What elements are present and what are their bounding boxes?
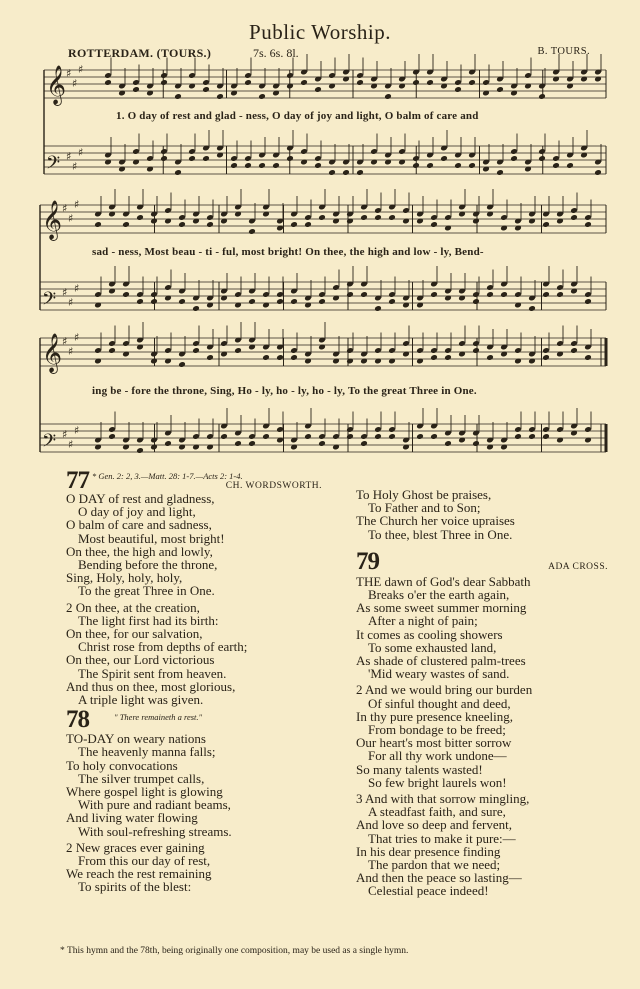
note-head — [244, 79, 252, 86]
note-head — [122, 291, 130, 298]
note-head — [314, 86, 322, 93]
note-head — [248, 228, 256, 235]
note-head — [174, 169, 182, 176]
note-head — [328, 169, 336, 176]
verse-line: In his dear presence finding — [356, 843, 501, 859]
note-head — [318, 298, 326, 305]
sharp-icon: ♯ — [78, 63, 84, 76]
verse-line: As some sweet summer morning — [356, 600, 527, 616]
note-head — [538, 155, 546, 162]
note-head — [454, 162, 462, 169]
note-head — [192, 347, 200, 354]
note-head — [486, 291, 494, 298]
note-head — [472, 298, 480, 305]
note-head — [174, 93, 182, 100]
note-head — [496, 169, 504, 176]
tune-meter: 7s. 6s. 8l. — [253, 46, 299, 60]
note-head — [290, 221, 298, 228]
treble-clef-icon: 𝄞 — [46, 65, 67, 105]
note-head — [290, 354, 298, 361]
lyrics-line-3: ing be - fore the throne, Sing, Ho - ly, ho - ly, ho - ly, To the great Three in One. — [92, 385, 477, 397]
verse-line: To holy convocations — [66, 757, 178, 773]
note-head — [318, 214, 326, 221]
verse-line: So few bright laurels won! — [368, 774, 507, 790]
verse-line: Breaks o'er the earth again, — [368, 587, 510, 603]
verse-line: 'Mid weary wastes of sand. — [368, 666, 510, 682]
sharp-icon: ♯ — [62, 335, 68, 348]
hymn-78 — [66, 732, 336, 893]
note-head — [496, 86, 504, 93]
verse-line: And then the peace so lasting— — [356, 870, 522, 886]
note-head — [318, 440, 326, 447]
note-head — [206, 354, 214, 361]
verse-line: For all thy work undone— — [368, 748, 507, 764]
verse-line: It comes as cooling showers — [356, 626, 503, 642]
note-head — [584, 354, 592, 361]
note-head — [416, 433, 424, 440]
verse-line: From this our day of rest, — [78, 853, 211, 869]
verse-line: O day of joy and light, — [78, 504, 196, 520]
note-head — [388, 298, 396, 305]
note-head — [430, 221, 438, 228]
note-head — [216, 93, 224, 100]
verse-line: We reach the rest remaining — [66, 866, 212, 882]
verse-line: With pure and radiant beams, — [78, 797, 231, 813]
verse-line: Celestial peace indeed! — [368, 883, 489, 899]
verse-line: Where gospel light is glowing — [66, 784, 223, 800]
note-head — [374, 214, 382, 221]
note-head — [314, 162, 322, 169]
note-head — [374, 305, 382, 312]
note-head — [570, 214, 578, 221]
verse-line: A triple light was given. — [78, 692, 204, 708]
note-head — [500, 291, 508, 298]
footnote: * This hymn and the 78th, being originally one composition, may be used as a single hymn. — [60, 946, 409, 956]
verse-line: And living water flowing — [66, 810, 198, 826]
note-head — [304, 221, 312, 228]
verse-line: That tries to make it pure:— — [368, 830, 516, 846]
note-head — [230, 162, 238, 169]
verse-line: The light first had its birth: — [78, 612, 219, 628]
note-head — [468, 79, 476, 86]
note-head — [136, 214, 144, 221]
hymn-79 — [356, 575, 616, 898]
verse-line: On thee, for our salvation, — [66, 626, 203, 642]
sharp-icon: ♯ — [66, 67, 72, 80]
verse-line: With soul-refreshing streams. — [78, 823, 232, 839]
verse-line: In thy pure presence kneeling, — [356, 708, 514, 724]
tune-name: ROTTERDAM. (TOURS.) — [68, 46, 212, 60]
sharp-icon: ♯ — [66, 150, 72, 163]
note-head — [430, 354, 438, 361]
note-head — [430, 433, 438, 440]
note-head — [178, 221, 186, 228]
note-head — [570, 347, 578, 354]
treble-clef-icon: 𝄞 — [42, 333, 63, 373]
note-head — [538, 93, 546, 100]
verse-line: To Holy Ghost be praises, — [356, 487, 492, 502]
verse-line: To some exhausted land, — [368, 639, 497, 655]
note-head — [178, 361, 186, 368]
note-head — [542, 291, 550, 298]
verse-line: To Father and to Son; — [368, 500, 481, 516]
verse-line: Most beautiful, most bright! — [78, 530, 225, 546]
note-head — [178, 298, 186, 305]
note-head — [468, 162, 476, 169]
note-head — [258, 93, 266, 100]
note-head — [234, 440, 242, 447]
hymn-number-79: 79 — [356, 547, 379, 575]
sharp-icon: ♯ — [68, 438, 74, 451]
sharp-icon: ♯ — [72, 160, 78, 173]
note-head — [104, 79, 112, 86]
verse-line: As shade of clustered palm-trees — [356, 653, 526, 669]
note-head — [304, 433, 312, 440]
epigraph-78: " There remaineth a rest." — [114, 712, 203, 723]
verse-line: The silver trumpet calls, — [78, 770, 205, 786]
verse-line: The Spirit sent from heaven. — [78, 665, 227, 681]
note-head — [486, 354, 494, 361]
note-head — [244, 162, 252, 169]
note-head — [440, 155, 448, 162]
sharp-icon: ♯ — [68, 296, 74, 309]
verse-line: So many talents wasted! — [356, 761, 483, 777]
note-head — [122, 221, 130, 228]
note-head — [356, 169, 364, 176]
note-head — [94, 221, 102, 228]
sharp-icon: ♯ — [62, 286, 68, 299]
note-head — [472, 440, 480, 447]
note-head — [262, 354, 270, 361]
page-title: Public Worship. — [249, 20, 391, 44]
note-head — [248, 440, 256, 447]
note-head — [556, 291, 564, 298]
note-head — [300, 79, 308, 86]
verse-line: To spirits of the blest: — [78, 879, 192, 895]
note-head — [426, 79, 434, 86]
verse-line: The pardon that we need; — [368, 857, 501, 873]
note-head — [258, 162, 266, 169]
note-head — [234, 347, 242, 354]
note-head — [426, 162, 434, 169]
note-head — [248, 298, 256, 305]
verse-line: The heavenly manna falls; — [78, 744, 216, 760]
verse-line: The Church her voice upraises — [356, 513, 515, 529]
note-head — [108, 433, 116, 440]
note-head — [360, 440, 368, 447]
hymn-number-78: 78 — [66, 706, 89, 734]
note-head — [374, 433, 382, 440]
note-head — [430, 291, 438, 298]
note-head — [188, 155, 196, 162]
verse-line: TO-DAY on weary nations — [66, 731, 206, 747]
note-head — [444, 354, 452, 361]
note-head — [136, 447, 144, 454]
note-head — [360, 291, 368, 298]
note-head — [346, 433, 354, 440]
bass-clef-icon: 𝄢 — [42, 289, 57, 314]
note-head — [388, 433, 396, 440]
verse-line: 2 New graces ever gaining — [66, 839, 205, 855]
verse-line: 2 On thee, at the creation, — [66, 599, 200, 615]
note-head — [136, 298, 144, 305]
note-head — [342, 169, 350, 176]
treble-clef-icon: 𝄞 — [42, 200, 63, 240]
sharp-icon: ♯ — [74, 331, 80, 344]
note-head — [262, 433, 270, 440]
verse-line: From bondage to be freed; — [368, 722, 506, 738]
verse-line: To thee, blest Three in One. — [368, 526, 513, 542]
sharp-icon: ♯ — [72, 77, 78, 90]
verse-line: After a night of pain; — [368, 613, 478, 629]
note-head — [528, 305, 536, 312]
sharp-icon: ♯ — [74, 198, 80, 211]
note-head — [164, 440, 172, 447]
note-head — [160, 79, 168, 86]
verse-line: On thee, our Lord victorious — [66, 652, 215, 668]
lyrics-line-1: 1. O day of rest and glad - ness, O day of joy and light, O balm of care and — [116, 110, 479, 122]
bass-clef-icon: 𝄢 — [42, 431, 57, 456]
note-head — [566, 162, 574, 169]
note-head — [276, 354, 284, 361]
note-head — [192, 305, 200, 312]
note-head — [472, 347, 480, 354]
verse-line: To the great Three in One. — [78, 583, 215, 599]
verse-line: Of sinful thought and deed, — [368, 695, 511, 711]
hymn-77 — [66, 467, 336, 895]
sharp-icon: ♯ — [68, 212, 74, 225]
verse-line: On thee, the high and lowly, — [66, 543, 213, 559]
note-head — [108, 347, 116, 354]
verse-line: Bending before the throne, — [78, 557, 218, 573]
note-head — [584, 221, 592, 228]
verse-line: 3 And with that sorrow mingling, — [356, 791, 530, 807]
verse-line: O DAY of rest and gladness, — [66, 491, 215, 506]
verse-line: And thus on thee, most glorious, — [66, 678, 236, 694]
note-head — [202, 155, 210, 162]
note-head — [552, 162, 560, 169]
sharp-icon: ♯ — [62, 428, 68, 441]
note-head — [346, 291, 354, 298]
note-head — [528, 433, 536, 440]
note-head — [150, 298, 158, 305]
note-head — [202, 86, 210, 93]
verse-line: And love so deep and fervent, — [356, 817, 512, 833]
verse-line: 2 And we would bring our burden — [356, 682, 533, 698]
note-head — [444, 440, 452, 447]
author-79: ADA CROSS. — [548, 561, 608, 572]
note-head — [384, 93, 392, 100]
hymn-79-header — [356, 547, 616, 575]
verse-line: Christ rose from depths of earth; — [78, 639, 248, 655]
verse-line: Sing, Holy, holy, holy, — [66, 570, 183, 586]
note-head — [388, 214, 396, 221]
verse-line: A steadfast faith, and sure, — [368, 804, 506, 820]
hymn-78-header — [66, 706, 336, 734]
note-head — [542, 354, 550, 361]
sharp-icon: ♯ — [74, 424, 80, 437]
note-head — [220, 433, 228, 440]
scripture-refs: * Gen. 2: 2, 3.—Matt. 28: 1-7.—Acts 2: 1-4. — [92, 471, 243, 481]
lyrics-line-2: sad - ness, Most beau - ti - ful, most bright! On thee, the high and low - ly, Bend- — [92, 246, 484, 258]
note-head — [360, 214, 368, 221]
sharp-icon: ♯ — [62, 202, 68, 215]
hymn-77-continued — [356, 488, 616, 898]
note-head — [356, 79, 364, 86]
note-head — [412, 79, 420, 86]
note-head — [276, 298, 284, 305]
note-head — [584, 298, 592, 305]
note-head — [206, 221, 214, 228]
note-head — [132, 86, 140, 93]
note-head — [412, 162, 420, 169]
sharp-icon: ♯ — [68, 345, 74, 358]
bass-clef-icon: 𝄢 — [46, 153, 61, 178]
note-head — [160, 155, 168, 162]
sharp-icon: ♯ — [78, 146, 84, 159]
note-head — [594, 169, 602, 176]
note-head — [290, 298, 298, 305]
note-head — [454, 86, 462, 93]
verse-line: O balm of care and sadness, — [66, 517, 212, 533]
note-head — [542, 221, 550, 228]
sharp-icon: ♯ — [74, 282, 80, 295]
verse-line: Our heart's most bitter sorrow — [356, 735, 512, 751]
note-head — [514, 433, 522, 440]
note-head — [542, 433, 550, 440]
note-head — [510, 155, 518, 162]
note-head — [286, 155, 294, 162]
hymn-number-77: 77 — [66, 467, 89, 494]
verse-line: THE dawn of God's dear Sabbath — [356, 573, 531, 589]
author-77: CH. WORDSWORTH. — [225, 481, 322, 491]
note-head — [272, 162, 280, 169]
composer-name: B. TOURS. — [537, 46, 590, 57]
